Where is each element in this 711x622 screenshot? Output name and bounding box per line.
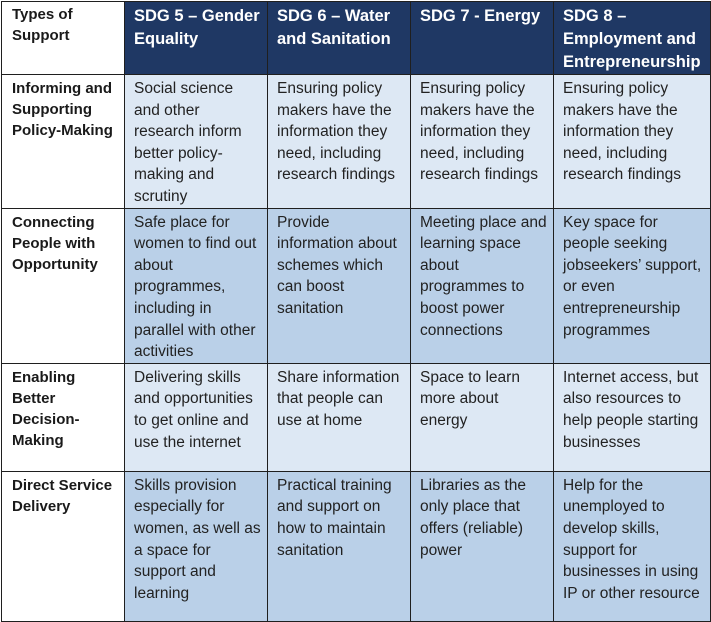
header-row	[2, 2, 711, 75]
column-header-sdg5: SDG 5 – Gender Equality	[125, 2, 268, 75]
table-cell: Meeting place and learning space about programmes to boost power connections	[411, 208, 554, 363]
table-row	[2, 471, 711, 621]
table-cell: Safe place for women to find out about programmes, including in parallel with other activities	[125, 208, 268, 363]
table-cell: Social science and other research inform better policy-making and scrutiny	[125, 75, 268, 209]
table-cell: Ensuring policy makers have the information they need, including research findings	[268, 75, 411, 209]
corner-header: Types of Support	[2, 2, 125, 75]
row-header: Informing and Supporting Policy-Making	[2, 75, 125, 209]
table-row	[2, 208, 711, 363]
row-header: Enabling Better Decision-Making	[2, 363, 125, 471]
table-row	[2, 75, 711, 209]
column-header-sdg7: SDG 7 - Energy	[411, 2, 554, 75]
table-cell: Ensuring policy makers have the information they need, including research findings	[554, 75, 711, 209]
table-cell: Skills provision especially for women, as well as a space for support and learning	[125, 471, 268, 621]
table-cell: Internet access, but also resources to help people starting businesses	[554, 363, 711, 471]
table-cell: Practical training and support on how to maintain sanitation	[268, 471, 411, 621]
table-row	[2, 363, 711, 471]
column-header-sdg8: SDG 8 – Employment and Entrepreneurship	[554, 2, 711, 75]
table-cell: Provide information about schemes which can boost sanitation	[268, 208, 411, 363]
table-cell: Key space for people seeking jobseekers’ support, or even entrepreneurship programmes	[554, 208, 711, 363]
column-header-sdg6: SDG 6 – Water and Sanitation	[268, 2, 411, 75]
sdg-support-table	[1, 1, 711, 622]
table-cell: Share information that people can use at home	[268, 363, 411, 471]
table-cell: Help for the unemployed to develop skills, support for businesses in using IP or other resource	[554, 471, 711, 621]
row-header: Connecting People with Opportunity	[2, 208, 125, 363]
table-cell: Ensuring policy makers have the information they need, including research findings	[411, 75, 554, 209]
table-cell: Space to learn more about energy	[411, 363, 554, 471]
table-cell: Delivering skills and opportunities to get online and use the internet	[125, 363, 268, 471]
row-header: Direct Service Delivery	[2, 471, 125, 621]
table-cell: Libraries as the only place that offers (reliable) power	[411, 471, 554, 621]
